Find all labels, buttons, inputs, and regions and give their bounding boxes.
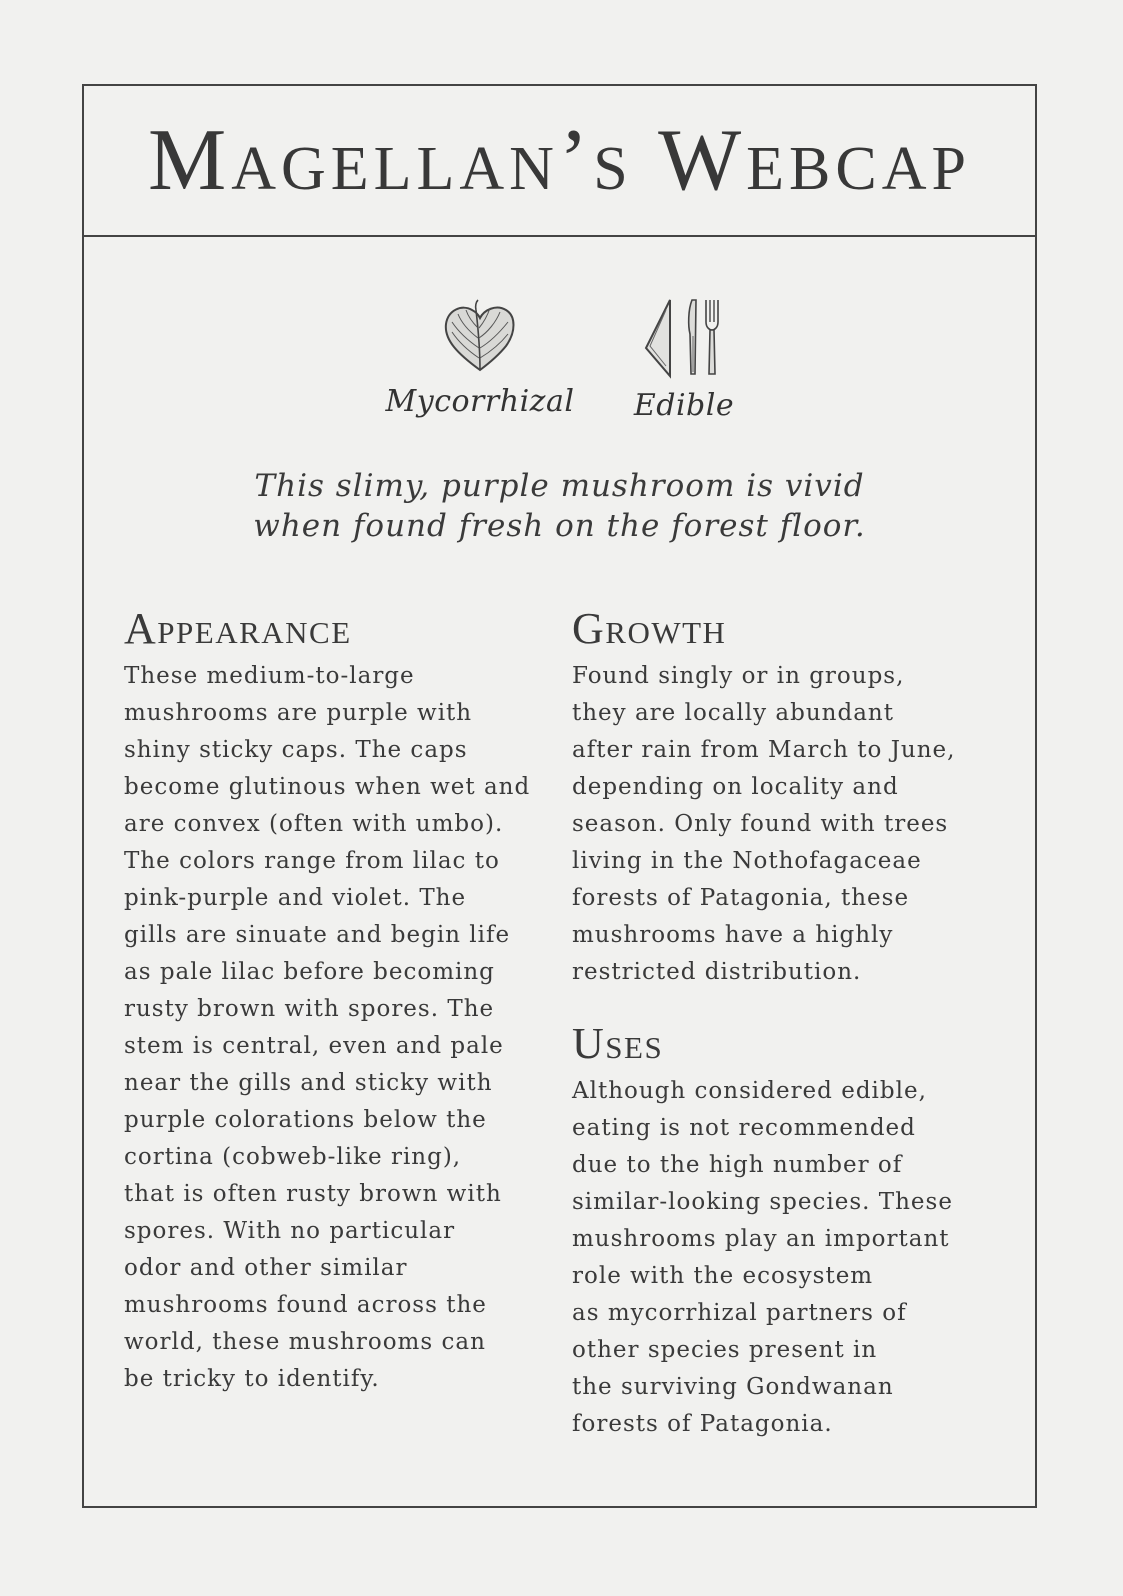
mycorrhizal-label: Mycorrhizal bbox=[385, 384, 575, 419]
title-band bbox=[84, 86, 1035, 237]
uses-body: Although considered edible, eating is not recommended due to the high number of similar-looking species. These mushrooms play an important role with the ecosystem as mycorrhizal partners of other species present in the surviving Gondwanan forests of Patagonia. bbox=[572, 1078, 953, 1437]
cutlery-icon bbox=[642, 296, 726, 380]
growth-body: Found singly or in groups, they are locally abundant after rain from March to June, depending on locality and season. Only found with trees living in the Nothofagaceae forests of Patagonia, these mushrooms have a highly restricted distribution. bbox=[572, 663, 956, 985]
trait-edible bbox=[614, 296, 754, 423]
leaf-icon bbox=[440, 296, 520, 376]
uses-section bbox=[572, 1021, 992, 1443]
appearance-section bbox=[124, 606, 544, 1398]
column-right bbox=[572, 606, 992, 1443]
growth-section bbox=[572, 606, 992, 991]
column-left bbox=[124, 606, 544, 1398]
uses-heading: Uses bbox=[572, 1019, 664, 1068]
appearance-heading: Appearance bbox=[124, 604, 352, 653]
trait-mycorrhizal bbox=[380, 296, 580, 419]
trait-icons bbox=[84, 296, 1035, 446]
species-card bbox=[82, 84, 1037, 1508]
page-title: Magellan’s Webcap bbox=[147, 111, 972, 209]
appearance-body: These medium-to-large mushrooms are purple with shiny sticky caps. The caps become glutinous when wet and are convex (often with umbo). The colors range from lilac to pink-purple and violet. The gills are sinuate and begin life as pale lilac before becoming rusty brown with spores. The stem is central, even and pale near the gills and sticky with purple colorations below the cortina (cobweb-like ring), that is often rusty brown with spores. With no particular odor and other similar mushrooms found across the world, these mushrooms can be tricky to identify. bbox=[124, 663, 531, 1392]
edible-label: Edible bbox=[633, 388, 735, 423]
growth-heading: Growth bbox=[572, 604, 727, 653]
tagline: This slimy, purple mushroom is vivid when found fresh on the forest floor. bbox=[253, 468, 866, 544]
